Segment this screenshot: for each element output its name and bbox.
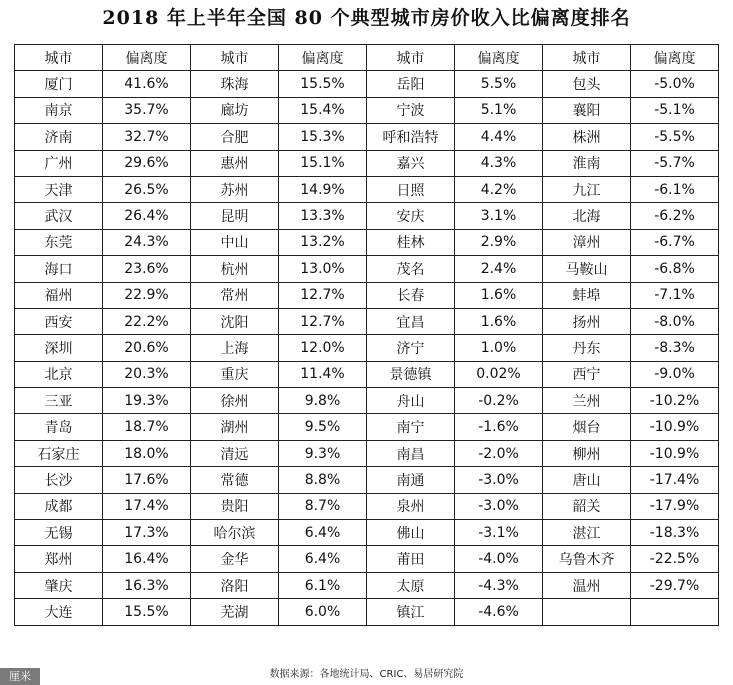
header-deviation: 偏离度: [631, 45, 719, 71]
table-row: [15, 335, 719, 361]
deviation-cell: 5.1%: [455, 97, 543, 123]
city-cell: 安庆: [367, 203, 455, 229]
table-row: [15, 572, 719, 598]
city-cell: 常州: [191, 282, 279, 308]
city-cell: 南宁: [367, 414, 455, 440]
city-cell: 中山: [191, 229, 279, 255]
city-cell: 兰州: [543, 388, 631, 414]
table-row: [15, 71, 719, 97]
city-cell: 合肥: [191, 124, 279, 150]
header-city: 城市: [191, 45, 279, 71]
deviation-cell: -4.0%: [455, 546, 543, 572]
deviation-cell: -17.9%: [631, 493, 719, 519]
city-cell: 韶关: [543, 493, 631, 519]
city-cell: 徐州: [191, 388, 279, 414]
deviation-cell: [631, 599, 719, 625]
deviation-cell: 14.9%: [279, 176, 367, 202]
table-row: [15, 124, 719, 150]
deviation-cell: -5.7%: [631, 150, 719, 176]
deviation-cell: 5.5%: [455, 71, 543, 97]
deviation-cell: -1.6%: [455, 414, 543, 440]
city-cell: 大连: [15, 599, 103, 625]
city-cell: 舟山: [367, 388, 455, 414]
deviation-cell: 4.4%: [455, 124, 543, 150]
city-cell: 北海: [543, 203, 631, 229]
deviation-cell: -22.5%: [631, 546, 719, 572]
deviation-cell: 1.6%: [455, 282, 543, 308]
city-cell: 芜湖: [191, 599, 279, 625]
city-cell: 西宁: [543, 361, 631, 387]
city-cell: 福州: [15, 282, 103, 308]
city-cell: 九江: [543, 176, 631, 202]
city-cell: 济南: [15, 124, 103, 150]
city-cell: 深圳: [15, 335, 103, 361]
table-row: [15, 282, 719, 308]
header-city: 城市: [15, 45, 103, 71]
deviation-cell: -3.1%: [455, 520, 543, 546]
deviation-cell: 20.3%: [103, 361, 191, 387]
table-row: [15, 414, 719, 440]
watermark: 厘米: [0, 668, 40, 685]
deviation-cell: 1.0%: [455, 335, 543, 361]
deviation-cell: -2.0%: [455, 440, 543, 466]
city-cell: 惠州: [191, 150, 279, 176]
city-cell: 湖州: [191, 414, 279, 440]
city-cell: 沈阳: [191, 308, 279, 334]
city-cell: 蚌埠: [543, 282, 631, 308]
city-cell: 郑州: [15, 546, 103, 572]
deviation-cell: 2.9%: [455, 229, 543, 255]
deviation-cell: 9.5%: [279, 414, 367, 440]
deviation-cell: -3.0%: [455, 493, 543, 519]
city-cell: 呼和浩特: [367, 124, 455, 150]
deviation-cell: 15.5%: [103, 599, 191, 625]
city-cell: 珠海: [191, 71, 279, 97]
deviation-cell: -10.2%: [631, 388, 719, 414]
deviation-cell: -8.3%: [631, 335, 719, 361]
deviation-cell: 15.5%: [279, 71, 367, 97]
deviation-cell: -17.4%: [631, 467, 719, 493]
city-cell: 桂林: [367, 229, 455, 255]
city-cell: 肇庆: [15, 572, 103, 598]
city-cell: 柳州: [543, 440, 631, 466]
deviation-cell: 17.3%: [103, 520, 191, 546]
city-cell: 哈尔滨: [191, 520, 279, 546]
city-cell: 重庆: [191, 361, 279, 387]
deviation-cell: -5.0%: [631, 71, 719, 97]
deviation-cell: 24.3%: [103, 229, 191, 255]
deviation-cell: 9.8%: [279, 388, 367, 414]
city-cell: 漳州: [543, 229, 631, 255]
city-cell: 景德镇: [367, 361, 455, 387]
deviation-cell: 32.7%: [103, 124, 191, 150]
city-cell: 佛山: [367, 520, 455, 546]
city-cell: 长春: [367, 282, 455, 308]
deviation-cell: -10.9%: [631, 414, 719, 440]
city-cell: 南通: [367, 467, 455, 493]
deviation-cell: -10.9%: [631, 440, 719, 466]
city-cell: 唐山: [543, 467, 631, 493]
deviation-cell: 41.6%: [103, 71, 191, 97]
deviation-cell: 17.6%: [103, 467, 191, 493]
table-row: [15, 388, 719, 414]
table-row: [15, 520, 719, 546]
city-cell: 东莞: [15, 229, 103, 255]
deviation-cell: -0.2%: [455, 388, 543, 414]
deviation-cell: 23.6%: [103, 256, 191, 282]
city-cell: 岳阳: [367, 71, 455, 97]
city-cell: 淮南: [543, 150, 631, 176]
city-cell: 石家庄: [15, 440, 103, 466]
city-cell: 上海: [191, 335, 279, 361]
deviation-cell: 12.7%: [279, 308, 367, 334]
table-row: [15, 546, 719, 572]
table-row: [15, 440, 719, 466]
city-cell: 贵阳: [191, 493, 279, 519]
city-cell: 天津: [15, 176, 103, 202]
table-row: [15, 229, 719, 255]
deviation-cell: 15.1%: [279, 150, 367, 176]
deviation-cell: 4.3%: [455, 150, 543, 176]
table-row: [15, 203, 719, 229]
city-cell: 扬州: [543, 308, 631, 334]
deviation-cell: -5.1%: [631, 97, 719, 123]
city-cell: 武汉: [15, 203, 103, 229]
deviation-cell: 4.2%: [455, 176, 543, 202]
deviation-cell: 13.3%: [279, 203, 367, 229]
deviation-cell: 18.0%: [103, 440, 191, 466]
table-row: [15, 361, 719, 387]
deviation-cell: -6.7%: [631, 229, 719, 255]
city-cell: 日照: [367, 176, 455, 202]
deviation-cell: -6.8%: [631, 256, 719, 282]
deviation-cell: 20.6%: [103, 335, 191, 361]
table-title: 2018 年上半年全国 80 个典型城市房价收入比偏离度排名: [102, 7, 631, 29]
deviation-cell: 15.3%: [279, 124, 367, 150]
deviation-cell: 0.02%: [455, 361, 543, 387]
city-cell: 清远: [191, 440, 279, 466]
deviation-cell: 13.2%: [279, 229, 367, 255]
city-cell: 昆明: [191, 203, 279, 229]
city-cell: 乌鲁木齐: [543, 546, 631, 572]
city-cell: 无锡: [15, 520, 103, 546]
header-deviation: 偏离度: [103, 45, 191, 71]
deviation-cell: 18.7%: [103, 414, 191, 440]
deviation-cell: 15.4%: [279, 97, 367, 123]
deviation-cell: 6.4%: [279, 546, 367, 572]
city-cell: 包头: [543, 71, 631, 97]
table-row: [15, 599, 719, 625]
deviation-cell: -4.6%: [455, 599, 543, 625]
city-cell: 宁波: [367, 97, 455, 123]
header-row: [15, 45, 719, 71]
city-cell: 莆田: [367, 546, 455, 572]
table-row: [15, 150, 719, 176]
table-row: [15, 97, 719, 123]
city-cell: 温州: [543, 572, 631, 598]
deviation-cell: 1.6%: [455, 308, 543, 334]
table-row: [15, 256, 719, 282]
city-cell: 湛江: [543, 520, 631, 546]
deviation-cell: 9.3%: [279, 440, 367, 466]
deviation-cell: -7.1%: [631, 282, 719, 308]
deviation-cell: 12.7%: [279, 282, 367, 308]
city-cell: 南昌: [367, 440, 455, 466]
table-row: [15, 467, 719, 493]
deviation-cell: 19.3%: [103, 388, 191, 414]
deviation-cell: 6.1%: [279, 572, 367, 598]
deviation-cell: -3.0%: [455, 467, 543, 493]
city-cell: 三亚: [15, 388, 103, 414]
city-cell: 西安: [15, 308, 103, 334]
deviation-cell: 2.4%: [455, 256, 543, 282]
deviation-cell: -8.0%: [631, 308, 719, 334]
deviation-cell: -18.3%: [631, 520, 719, 546]
city-cell: 丹东: [543, 335, 631, 361]
deviation-cell: 17.4%: [103, 493, 191, 519]
city-cell: 泉州: [367, 493, 455, 519]
deviation-cell: 16.4%: [103, 546, 191, 572]
table-row: [15, 308, 719, 334]
deviation-cell: 6.0%: [279, 599, 367, 625]
city-cell: 廊坊: [191, 97, 279, 123]
table-row: [15, 176, 719, 202]
city-cell: 济宁: [367, 335, 455, 361]
deviation-cell: 26.4%: [103, 203, 191, 229]
city-cell: 广州: [15, 150, 103, 176]
table-row: [15, 493, 719, 519]
deviation-cell: -29.7%: [631, 572, 719, 598]
deviation-cell: 3.1%: [455, 203, 543, 229]
city-cell: 常德: [191, 467, 279, 493]
deviation-cell: 35.7%: [103, 97, 191, 123]
city-cell: 太原: [367, 572, 455, 598]
deviation-cell: 13.0%: [279, 256, 367, 282]
city-cell: 烟台: [543, 414, 631, 440]
city-cell: 嘉兴: [367, 150, 455, 176]
city-cell: 金华: [191, 546, 279, 572]
city-cell: 洛阳: [191, 572, 279, 598]
deviation-cell: -9.0%: [631, 361, 719, 387]
city-cell: 北京: [15, 361, 103, 387]
deviation-cell: 29.6%: [103, 150, 191, 176]
city-cell: 马鞍山: [543, 256, 631, 282]
city-cell: 株洲: [543, 124, 631, 150]
city-cell: 宜昌: [367, 308, 455, 334]
city-cell: [543, 599, 631, 625]
header-deviation: 偏离度: [455, 45, 543, 71]
city-cell: 南京: [15, 97, 103, 123]
deviation-cell: 12.0%: [279, 335, 367, 361]
deviation-cell: 6.4%: [279, 520, 367, 546]
city-cell: 镇江: [367, 599, 455, 625]
deviation-cell: 8.7%: [279, 493, 367, 519]
deviation-cell: 8.8%: [279, 467, 367, 493]
deviation-cell: 22.9%: [103, 282, 191, 308]
city-cell: 海口: [15, 256, 103, 282]
city-cell: 苏州: [191, 176, 279, 202]
header-city: 城市: [543, 45, 631, 71]
city-cell: 厦门: [15, 71, 103, 97]
deviation-cell: 16.3%: [103, 572, 191, 598]
deviation-cell: -6.2%: [631, 203, 719, 229]
deviation-cell: -4.3%: [455, 572, 543, 598]
city-cell: 襄阳: [543, 97, 631, 123]
city-cell: 长沙: [15, 467, 103, 493]
deviation-cell: -5.5%: [631, 124, 719, 150]
city-cell: 杭州: [191, 256, 279, 282]
city-cell: 茂名: [367, 256, 455, 282]
deviation-table: [14, 44, 719, 626]
deviation-cell: -6.1%: [631, 176, 719, 202]
city-cell: 青岛: [15, 414, 103, 440]
city-cell: 成都: [15, 493, 103, 519]
deviation-cell: 11.4%: [279, 361, 367, 387]
deviation-cell: 26.5%: [103, 176, 191, 202]
deviation-cell: 22.2%: [103, 308, 191, 334]
header-city: 城市: [367, 45, 455, 71]
header-deviation: 偏离度: [279, 45, 367, 71]
source-note: 数据来源：各地统计局、CRIC、易居研究院: [269, 669, 464, 680]
